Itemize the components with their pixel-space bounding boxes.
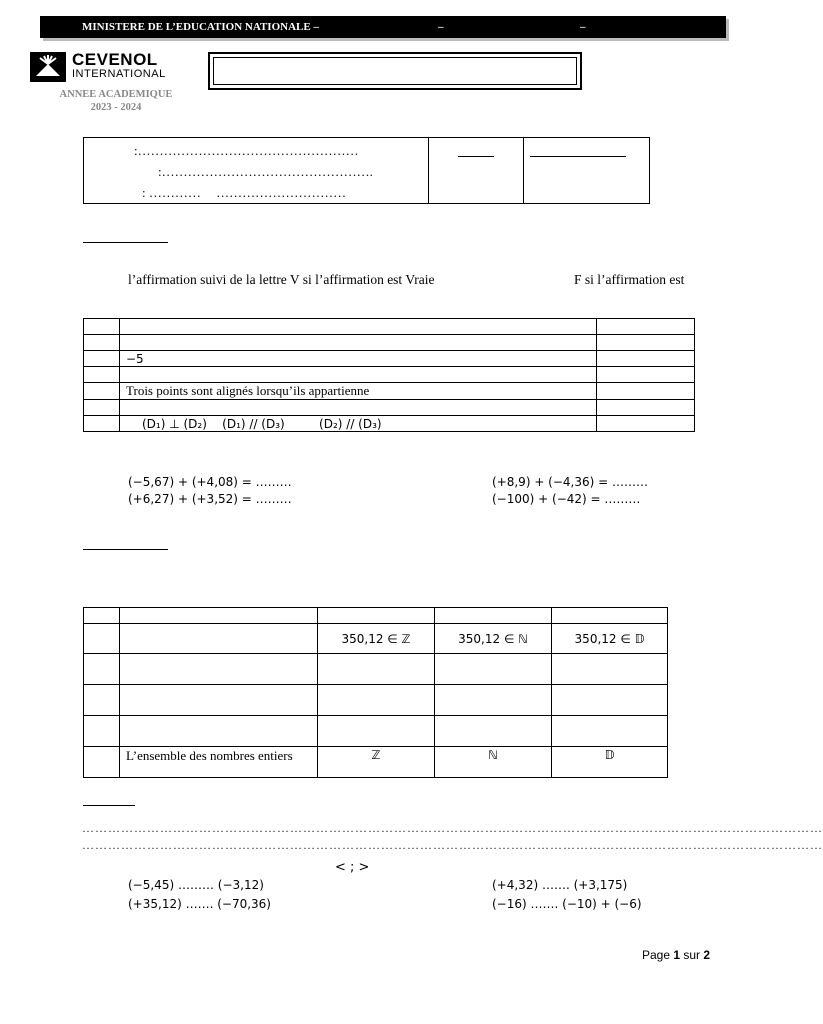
sets-cell [318, 685, 435, 716]
sets-num-cell [84, 654, 120, 685]
academic-year-label: ANNEE ACADEMIQUE [59, 89, 173, 100]
info-line-3 [84, 182, 422, 203]
sets-cell [318, 716, 435, 747]
tf-answer-cell [597, 416, 695, 432]
logo-emblem-icon [30, 52, 66, 82]
sets-cell [435, 685, 552, 716]
sets-num-cell [84, 624, 120, 654]
sets-cell [435, 608, 552, 624]
info-line-3b: ………………………… [216, 185, 347, 200]
sets-label-cell [120, 716, 318, 747]
info-line-1: :…………………………………………… [134, 143, 359, 158]
sets-num-cell [84, 747, 120, 778]
tf-statement-cell [120, 400, 597, 416]
exam-title-box [208, 52, 582, 90]
tf-num-cell [84, 400, 120, 416]
ministry-header-bar [40, 16, 726, 38]
grade-cell [429, 138, 524, 204]
logo-subtitle: INTERNATIONAL [72, 68, 166, 80]
header-dash-1: – [438, 21, 444, 33]
page-separator: sur [680, 948, 704, 962]
tf-num-cell [84, 383, 120, 400]
grade-line [458, 156, 494, 157]
sets-num-cell [84, 685, 120, 716]
comparison-left-2: (+35,12) ……. (−70,36) [128, 897, 271, 911]
exam-title-inner-box [213, 57, 577, 85]
sets-header-z: 350,12 ∈ ℤ [318, 624, 435, 654]
sets-last-row-label: L’ensemble des nombres entiers [120, 747, 318, 778]
comparison-left-1: (−5,45) ……… (−3,12) [128, 878, 264, 892]
sets-symbol-n: ℕ [435, 747, 552, 778]
sets-symbol-d: 𝔻 [552, 747, 668, 778]
page-total: 2 [703, 948, 711, 962]
section2-heading-underline [83, 549, 168, 550]
section1-heading-underline [83, 242, 168, 243]
page-current: 1 [673, 948, 681, 962]
tf-statement-cell [120, 335, 597, 351]
academic-year-block [40, 88, 192, 114]
remark-line [530, 156, 626, 157]
remark-cell [524, 138, 650, 204]
page-number [642, 948, 710, 962]
sets-cell [318, 654, 435, 685]
sets-cell [435, 654, 552, 685]
logo-name: CEVENOL [72, 50, 158, 69]
operation-left-1: (−5,67) + (+4,08) = ……… [128, 475, 292, 489]
operation-right-1: (+8,9) + (−4,36) = ……… [492, 475, 649, 489]
student-info-cell [84, 138, 429, 204]
tf-statement-cell [120, 367, 597, 383]
answer-dots-line-2: ……………………………………………………………………………………………………………………………………………………… [82, 838, 823, 852]
sets-cell [552, 608, 668, 624]
sets-num-cell [84, 608, 120, 624]
sets-num-cell [84, 716, 120, 747]
true-false-table [83, 318, 695, 432]
tf-answer-cell [597, 335, 695, 351]
sets-header-d: 350,12 ∈ 𝔻 [552, 624, 668, 654]
tf-num-cell [84, 319, 120, 335]
tf-answer-cell [597, 319, 695, 335]
sets-symbol-z: ℤ [318, 747, 435, 778]
comparison-symbols: < ; > [335, 860, 370, 875]
sets-cell [552, 716, 668, 747]
sets-cell [552, 654, 668, 685]
tf-num-cell [84, 335, 120, 351]
comparison-right-1: (+4,32) ……. (+3,175) [492, 878, 628, 892]
sets-label-cell [120, 685, 318, 716]
tf-statement-cell [120, 319, 597, 335]
school-logo [30, 50, 180, 86]
tf-num-cell [84, 416, 120, 432]
academic-year-value: 2023 - 2024 [90, 102, 142, 113]
ministry-title: MINISTERE DE L’EDUCATION NATIONALE – [82, 21, 319, 33]
student-info-table [83, 137, 650, 204]
comparison-right-2: (−16) ……. (−10) + (−6) [492, 897, 642, 911]
operation-right-2: (−100) + (−42) = ……… [492, 492, 641, 506]
tf-answer-cell [597, 383, 695, 400]
sets-cell [435, 716, 552, 747]
page-prefix: Page [642, 948, 674, 962]
info-line-3a: : ………… [142, 185, 201, 200]
section1-instruction-a: l’affirmation suivi de la lettre V si l’affirmation est Vraie [128, 272, 435, 287]
operation-left-2: (+6,27) + (+3,52) = ……… [128, 492, 292, 506]
tf-answer-cell [597, 367, 695, 383]
section1-instruction-b: F si l’affirmation est [574, 272, 685, 287]
header-dash-2: – [580, 21, 586, 33]
answer-dots-line-1: ……………………………………………………………………………………………………………………………………………………… [82, 821, 823, 835]
sets-label-cell [120, 608, 318, 624]
tf-answer-cell [597, 400, 695, 416]
sets-header-n: 350,12 ∈ ℕ [435, 624, 552, 654]
tf-num-cell [84, 351, 120, 367]
sets-label-cell [120, 624, 318, 654]
sets-label-cell [120, 654, 318, 685]
info-line-2: :…………………………………………. [158, 164, 373, 179]
tf-statement-cell: (D₁) ⊥ (D₂) (D₁) // (D₃) (D₂) // (D₃) [120, 416, 597, 432]
tf-num-cell [84, 367, 120, 383]
number-sets-table [83, 607, 668, 778]
tf-answer-cell [597, 351, 695, 367]
tf-statement-cell: −5 [120, 351, 597, 367]
sets-cell [552, 685, 668, 716]
tf-statement-cell: Trois points sont alignés lorsqu’ils appartienne [120, 383, 597, 400]
section3-heading-underline [83, 805, 135, 806]
sets-cell [318, 608, 435, 624]
